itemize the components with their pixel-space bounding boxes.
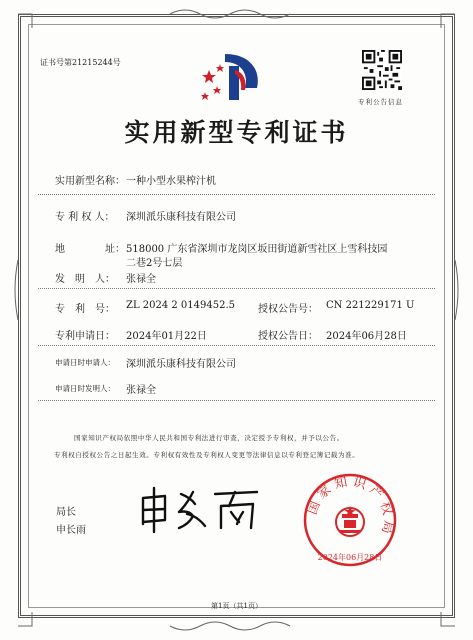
official-seal-stamp [300, 470, 400, 570]
divider [38, 288, 435, 289]
seal-ring-text: 国家知识产权局 [305, 474, 396, 540]
application-date-label: 专利申请日： [55, 331, 115, 342]
director-name: 申长雨 [56, 525, 86, 536]
applicant-at-filing-label: 申请日时申请人： [55, 358, 115, 367]
director-title: 局长 [56, 507, 76, 518]
page-number: 第1页（共1页） [211, 602, 262, 610]
statement-line1: 国家知识产权局依照中华人民共和国专利法进行审查，决定授予专利权，并予以公告。 [74, 434, 344, 442]
grant-number-value: CN 221229171 U [326, 300, 415, 311]
patentee-label: 专 利 权 人： [55, 212, 115, 223]
statement-line2: 专利权自授权公告之日起生效。专利权有效性及专利权人变更等法律信息以专利登记簿记载为准。 [54, 451, 360, 459]
seal-date: 2024年06月28日 [317, 553, 383, 562]
qr-caption: 专利公告信息 [358, 98, 403, 106]
certificate-number: 证书号第21215244号 [40, 58, 121, 67]
grant-date-label: 授权公告日： [258, 331, 318, 342]
application-date-value: 2024年01月22日 [126, 331, 207, 342]
divider [38, 194, 435, 195]
svg-text:国家知识产权局 [305, 474, 397, 539]
utility-model-name-label: 实用新型名称： [55, 176, 125, 187]
grant-date-value: 2024年06月28日 [326, 331, 407, 342]
inventor-label: 发 明 人： [55, 274, 115, 285]
inventor-at-filing-value: 张禄全 [126, 385, 156, 396]
applicant-at-filing-value: 深圳派乐康科技有限公司 [126, 359, 236, 370]
divider [38, 345, 435, 346]
patentee-value: 深圳派乐康科技有限公司 [126, 212, 236, 223]
page-title: 实用新型专利证书 [124, 118, 349, 147]
utility-model-name-value: 一种小型水果榨汁机 [126, 176, 216, 187]
patent-number-label: 专 利 号： [55, 304, 115, 315]
grant-number-label: 授权公告号： [258, 304, 318, 315]
inventor-value: 张禄全 [126, 274, 156, 285]
address-line1: 518000 广东省深圳市龙岗区坂田街道新雪社区上雪科技园 [126, 244, 388, 255]
inventor-at-filing-label: 申请日时发明人： [55, 384, 115, 393]
cnipa-logo-icon [195, 48, 275, 108]
qr-code-icon[interactable] [362, 50, 402, 90]
signature-handwritten [135, 484, 265, 534]
address-line2: 二巷2号七层 [126, 258, 183, 269]
address-label: 地 址： [55, 244, 125, 255]
divider [38, 400, 435, 401]
patent-number-value: ZL 2024 2 0149452.5 [126, 300, 236, 311]
